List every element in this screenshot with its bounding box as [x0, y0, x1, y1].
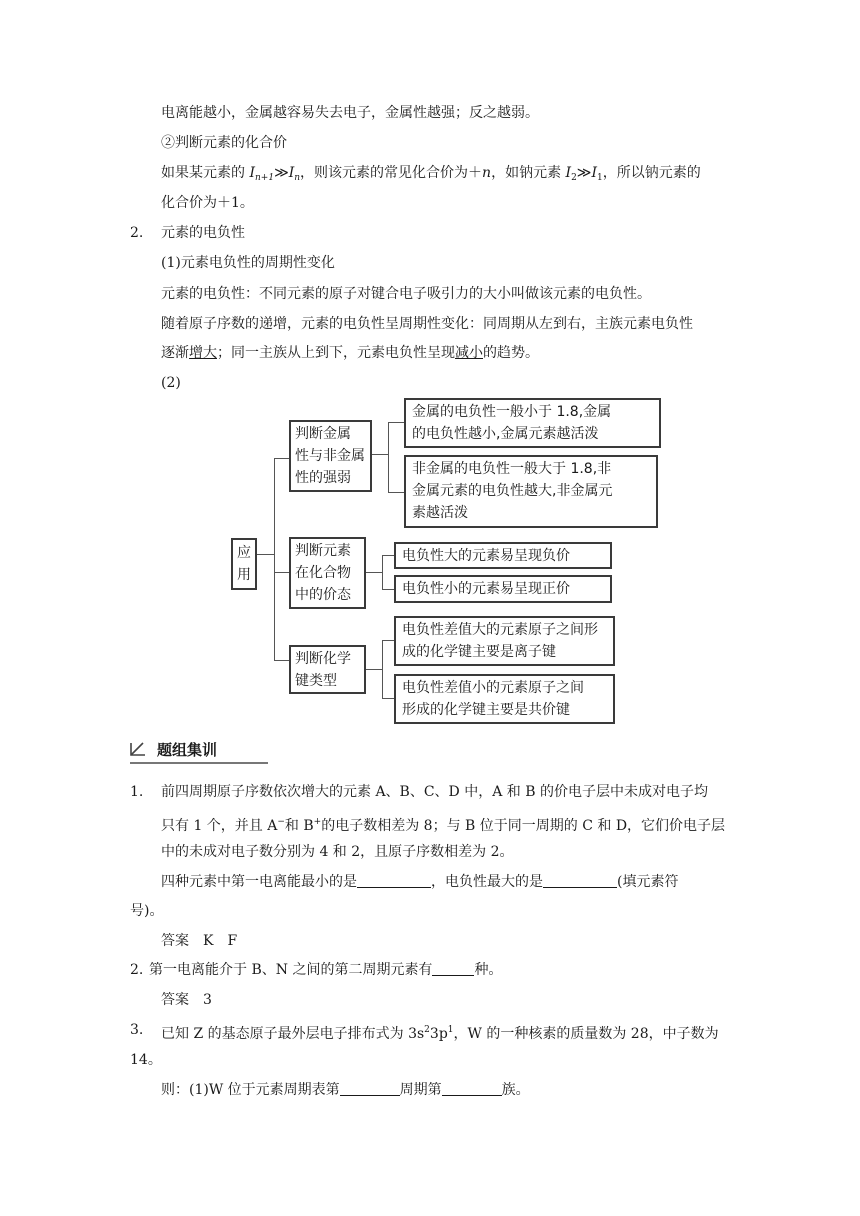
connector [365, 572, 382, 573]
underlined-answer: 增大 [189, 345, 217, 361]
connector [388, 422, 389, 492]
question-text: 第一电离能介于 B、N 之间的第二周期元素有 种。 [149, 962, 503, 978]
root-node: 应 用 [231, 538, 257, 590]
leaf-negative: 电负性大的元素易呈现负价 [394, 542, 612, 569]
subheading: ②判断元素的化合价 [161, 135, 287, 151]
item-title: 元素的电负性 [161, 225, 245, 241]
subheading: (2) [161, 375, 181, 391]
subheading: (1)元素电负性的周期性变化 [161, 255, 335, 271]
question-text: 只有 1 个，并且 A−和 B+的电子数相差为 8；与 B 位于同一周期的 C 和 D，它们价电子层 [161, 817, 726, 834]
question-text: 号)。 [130, 903, 164, 919]
answer-blank[interactable] [442, 1081, 502, 1096]
branch-valence: 判断元素 在化合物 中的价态 [289, 537, 366, 609]
leaf-ionic: 电负性差值大的元素原子之间形 成的化学键主要是离子键 [394, 616, 615, 666]
question-text: 已知 Z 的基态原子最外层电子排布式为 $3s^23p^1$，W 的一种核素的质量数为 28，中子数为 [161, 1025, 719, 1042]
text-line: 电离能越小，金属越容易失去电子，金属性越强；反之越弱。 [161, 105, 539, 121]
section-underline [130, 762, 268, 764]
branch-metal-strength: 判断金属 性与非金属 性的强弱 [289, 420, 372, 492]
section-title: 题组集训 [157, 741, 218, 759]
connector [274, 458, 290, 459]
question-text: 四种元素中第一电离能最小的是 ，电负性最大的是 (填元素符 [161, 874, 679, 890]
answer-blank[interactable] [543, 873, 617, 888]
leaf-metal: 金属的电负性一般小于 1.8,金属 的电负性越小,金属元素越活泼 [404, 398, 661, 448]
question-number: 2. [130, 962, 144, 978]
answer-line: 答案 K F [161, 933, 238, 949]
connector [371, 454, 388, 455]
connector [256, 554, 274, 555]
connector [274, 660, 290, 661]
text-line: 元素的电负性：不同元素的原子对键合电子吸引力的大小叫做该元素的电负性。 [161, 286, 651, 302]
connector [388, 492, 405, 493]
text-line: 随着原子序数的递增，元素的电负性呈周期性变化：同周期从左到右，主族元素电负性 [161, 316, 693, 332]
leaf-positive: 电负性小的元素易呈现正价 [394, 575, 612, 603]
question-number: 3. [130, 1022, 144, 1038]
text-line: 化合价为＋1。 [161, 195, 254, 211]
question-text: 前四周期原子序数依次增大的元素 A、B、C、D 中，A 和 B 的价电子层中未成对电子均 [161, 784, 708, 800]
connector [274, 572, 290, 573]
connector [382, 555, 383, 589]
connector [365, 669, 382, 670]
underlined-answer: 减小 [455, 345, 483, 361]
answer-line: 答案 3 [161, 992, 212, 1008]
leaf-nonmetal: 非金属的电负性一般大于 1.8,非 金属元素的电负性越大,非金属元 素越活泼 [404, 455, 658, 528]
question-number: 1. [130, 784, 144, 800]
answer-blank[interactable] [357, 873, 431, 888]
connector [382, 640, 383, 698]
text-line: 如果某元素的 $I_{n+1}≫I_n$，则该元素的常见化合价为＋n，如钠元素 $I_2≫I_1$，所以钠元素的 [161, 165, 701, 183]
connector [274, 458, 275, 660]
question-text: 中的未成对电子数分别为 4 和 2，且原子序数相差为 2。 [161, 844, 514, 860]
item-number: 2. [130, 225, 144, 241]
corner-arrow-icon [128, 740, 150, 760]
connector [388, 422, 405, 423]
branch-bond-type: 判断化学 键类型 [289, 645, 366, 694]
answer-blank[interactable] [340, 1081, 400, 1096]
question-text: 则：(1)W 位于元素周期表第 周期第 族。 [161, 1082, 530, 1098]
leaf-covalent: 电负性差值小的元素原子之间 形成的化学键主要是共价键 [394, 674, 615, 724]
text-line: 逐渐增大；同一主族从上到下，元素电负性呈现减小的趋势。 [161, 345, 539, 361]
question-text: 14。 [130, 1052, 162, 1068]
answer-blank[interactable] [432, 961, 474, 976]
